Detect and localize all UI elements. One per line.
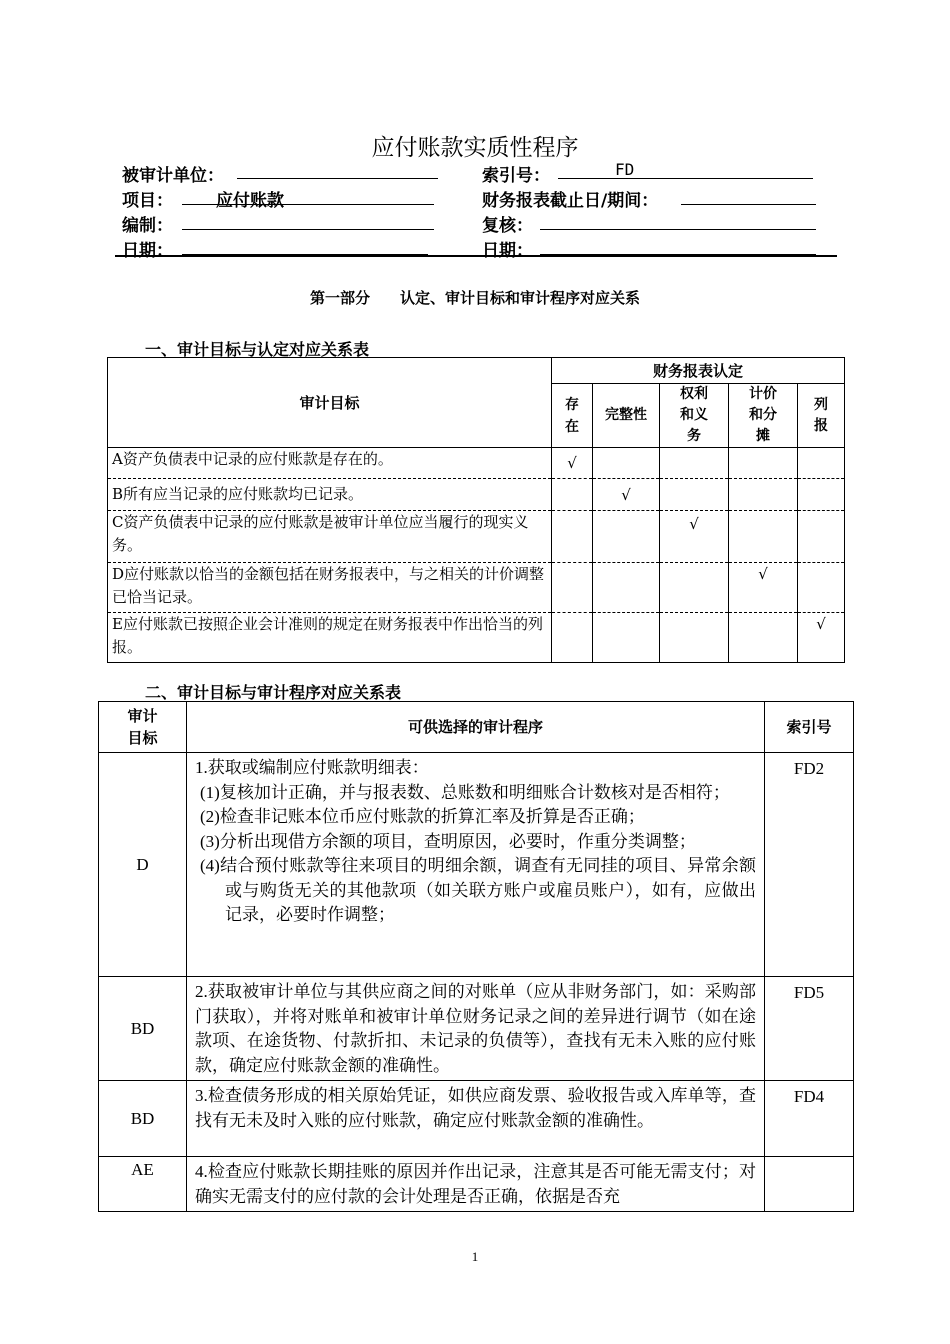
check-cell — [593, 448, 660, 479]
table-row — [99, 977, 854, 1081]
table-row — [99, 753, 854, 977]
check-cell — [660, 448, 729, 479]
procedure-step: (2)检查非记账本位币应付账款的折算汇率及折算是否正确； — [200, 807, 645, 826]
section2-title: 二、审计目标与审计程序对应关系表 — [145, 683, 402, 702]
index-cell: FD2 — [765, 753, 854, 977]
check-cell: √ — [798, 613, 845, 663]
target-cell: BD — [99, 977, 187, 1081]
procedure-step: (3)分析出现借方余额的项目，查明原因，必要时，作重分类调整； — [200, 831, 696, 851]
index-cell: FD4 — [765, 1081, 854, 1157]
reviewed-by-field[interactable] — [540, 229, 816, 230]
check-cell — [729, 613, 798, 663]
procedure-table — [98, 701, 854, 1212]
check-cell — [552, 511, 593, 563]
audited-unit-field[interactable] — [237, 178, 438, 179]
procedure-step: (4)结合预付账款等往来项目的明细余额，调查有无同挂的项目、异常余额或与购货无关的其他款项（如关联方账户或雇员账户），如有，应做出记录，必要时作调整； — [200, 856, 756, 924]
target-header: 审计目标 — [99, 702, 187, 753]
part-heading: 第一部分 认定、审计目标和审计程序对应关系 — [309, 289, 640, 307]
check-cell — [660, 613, 729, 663]
check-cell: √ — [729, 563, 798, 613]
procedure-cell: 2.获取被审计单位与其供应商之间的对账单（应从非财务部门，如：采购部门获取），并将对账单和被审计单位财务记录之间的差异进行调节（如在途款项、在途货物、付款折扣、未记录的负债等），查找有无未入账的应付账款，确定应付账款金额的准确性。 — [187, 977, 765, 1081]
page-number: 1 — [471, 1249, 479, 1264]
reviewed-by-label: 复核： — [482, 216, 533, 236]
index-header: 索引号 — [765, 702, 854, 753]
date-left-label: 日期： — [122, 241, 173, 261]
check-cell — [729, 511, 798, 563]
index-no-field[interactable] — [558, 178, 813, 179]
procedure-cell: 3.检查债务形成的相关原始凭证，如供应商发票、验收报告或入库单等，查找有无未及时入账的应付账款，确定应付账款金额的准确性。 — [187, 1081, 765, 1157]
check-cell — [593, 613, 660, 663]
table-row — [108, 479, 845, 511]
target-cell: BD — [99, 1081, 187, 1157]
table-row — [108, 613, 845, 663]
objective-cell: B所有应当记录的应付账款均已记录。 — [108, 479, 552, 511]
prepared-by-field[interactable] — [182, 229, 434, 230]
check-cell — [552, 613, 593, 663]
presentation-header: 列报 — [798, 384, 845, 448]
target-cell: D — [99, 753, 187, 977]
objective-cell: C资产负债表中记录的应付账款是被审计单位应当履行的现实义务。 — [108, 511, 552, 563]
report-date-field[interactable] — [681, 204, 816, 205]
table-row — [99, 1157, 854, 1212]
check-cell: √ — [660, 511, 729, 563]
procedure-cell — [187, 753, 765, 977]
table-row — [108, 448, 845, 479]
index-no-label: 索引号： — [482, 166, 550, 186]
check-cell — [798, 563, 845, 613]
section1-title: 一、审计目标与认定对应关系表 — [145, 340, 370, 359]
assertions-group-header: 财务报表认定 — [552, 358, 845, 384]
check-cell — [798, 511, 845, 563]
check-cell — [593, 511, 660, 563]
table-row — [99, 1081, 854, 1157]
rights-header: 权利和义务 — [660, 384, 729, 448]
check-cell — [660, 479, 729, 511]
prepared-by-label: 编制： — [122, 216, 173, 236]
project-label: 项目： — [122, 191, 173, 211]
target-cell: AE — [99, 1157, 187, 1212]
index-cell — [765, 1157, 854, 1212]
table-row — [108, 563, 845, 613]
check-cell — [552, 479, 593, 511]
report-date-label: 财务报表截止日/期间： — [482, 191, 659, 211]
audited-unit-label: 被审计单位： — [122, 166, 224, 186]
procedure-lead: 1.获取或编制应付账款明细表： — [195, 758, 429, 777]
check-cell — [798, 479, 845, 511]
existence-header: 存在 — [552, 384, 593, 448]
completeness-header: 完整性 — [593, 384, 660, 448]
index-no-value: FD — [615, 160, 635, 179]
check-cell: √ — [552, 448, 593, 479]
check-cell — [552, 563, 593, 613]
objective-cell: A资产负债表中记录的应付账款是存在的。 — [108, 448, 552, 479]
check-cell — [798, 448, 845, 479]
check-cell — [729, 448, 798, 479]
procedure-header: 可供选择的审计程序 — [187, 702, 765, 753]
check-cell — [660, 563, 729, 613]
project-value: 应付账款 — [216, 191, 284, 211]
document-title: 应付账款实质性程序 — [371, 135, 579, 161]
check-cell — [593, 563, 660, 613]
index-cell: FD5 — [765, 977, 854, 1081]
date-right-label: 日期： — [482, 241, 533, 261]
procedure-cell: 4.检查应付账款长期挂账的原因并作出记录，注意其是否可能无需支付；对确实无需支付的应付款的会计处理是否正确，依据是否充 — [187, 1157, 765, 1212]
table-row — [108, 511, 845, 563]
header-divider — [115, 255, 837, 257]
assertion-table — [107, 357, 845, 663]
objective-cell: D应付账款以恰当的金额包括在财务报表中，与之相关的计价调整已恰当记录。 — [108, 563, 552, 613]
procedure-step: (1)复核加计正确，并与报表数、总账数和明细账合计数核对是否相符； — [200, 782, 730, 802]
valuation-header: 计价和分摊 — [729, 384, 798, 448]
objective-cell: E应付账款已按照企业会计准则的规定在财务报表中作出恰当的列报。 — [108, 613, 552, 663]
check-cell — [729, 479, 798, 511]
objective-header: 审计目标 — [108, 358, 552, 448]
check-cell: √ — [593, 479, 660, 511]
